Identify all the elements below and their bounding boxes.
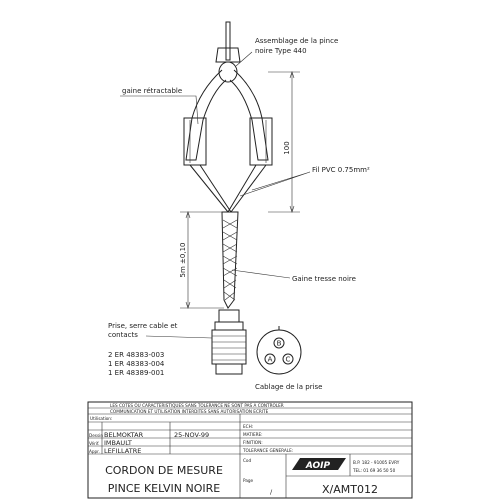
assembly-label-2: noire Type 440 [255, 47, 307, 55]
braided-cable [222, 212, 238, 308]
plug-title-2: contacts [108, 331, 138, 339]
drawing-title-1: CORDON DE MESURE [105, 464, 223, 477]
pin-a-label: A [267, 355, 273, 364]
drawing-title-2: PINCE KELVIN NOIRE [107, 482, 221, 495]
verif-label: Vérif. [89, 441, 100, 446]
braid-label: Gaine tresse noire [292, 275, 356, 283]
dim-100-label: 100 [283, 141, 291, 155]
page-label: Page [243, 478, 254, 483]
dessin-name: BELMOKTAR [104, 431, 144, 439]
notice-1: LES COTES OU CARACTERISTIQUES SANS TOLERANCE NE SONT PAS A CONTROLER [110, 403, 284, 408]
wiring-label: Cablage de la prise [255, 383, 323, 391]
pvc-wires [190, 165, 266, 212]
plug-title-1: Prise, serre cable et [108, 322, 178, 330]
dim-5m-label: 5m ±0,10 [179, 242, 187, 278]
ech-label: ECH: [243, 424, 254, 429]
approb-name: LEFILLATRE [104, 447, 142, 455]
ref-2: 1 ER 48383-004 [108, 360, 165, 368]
approb-label: Appr. [89, 449, 100, 454]
date-value: 25-NOV-99 [174, 431, 210, 439]
company-address-2: TEL: 01 69 36 50 50 [353, 468, 396, 473]
company-address-1: B.P. 182 - 91005 EVRY [353, 460, 400, 465]
dessin-label: Dessin [89, 433, 103, 438]
cod-label: Cod [243, 458, 252, 463]
pin-c-label: C [285, 355, 291, 364]
connector-plug [212, 310, 246, 374]
title-block [88, 402, 412, 498]
dimension-100 [268, 72, 300, 212]
matiere-label: MATIERE: [243, 432, 263, 437]
dimension-5m [179, 212, 224, 308]
wire-label: Fil PVC 0.75mm² [312, 166, 370, 174]
ref-1: 2 ER 48383-003 [108, 351, 165, 359]
utilisation-label: Utilisation: [90, 416, 113, 421]
company-logo: AOIP [305, 461, 331, 471]
finition-label: FINITION: [243, 440, 263, 445]
ref-3: 1 ER 48389-001 [108, 369, 165, 377]
pin-b-label: B [276, 339, 282, 348]
plug-pin-diagram [257, 326, 301, 374]
drawing-number: X/AMT012 [322, 483, 378, 496]
verif-name: IMBAULT [104, 439, 132, 447]
sheath-label: gaine rétractable [122, 87, 183, 95]
assembly-label-1: Assemblage de la pince [255, 37, 339, 45]
page-mark: / [270, 488, 273, 496]
tolerance-label: TOLERANCE GENERALE: [243, 448, 294, 453]
notice-2: COMMUNICATION ET UTILISATION INTERDITES SANS AUTORISATION ECRITE [110, 409, 269, 414]
